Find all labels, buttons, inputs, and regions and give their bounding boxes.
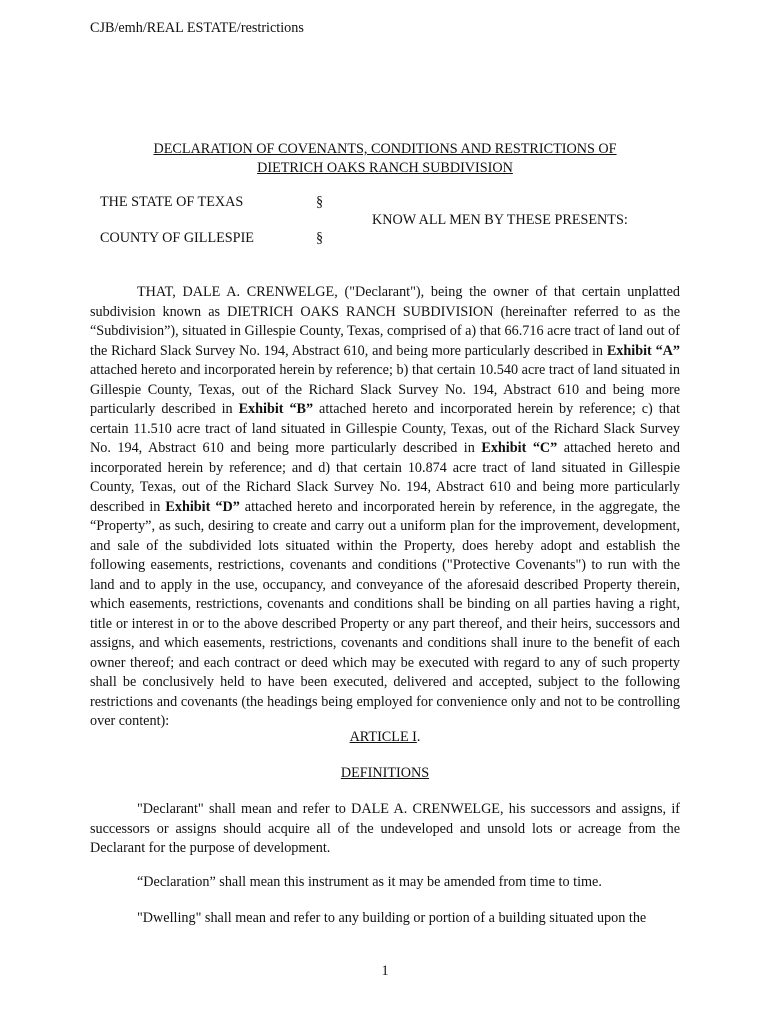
exhibit-a-reference: Exhibit “A” bbox=[606, 342, 680, 359]
exhibit-b-reference: Exhibit “B” bbox=[238, 401, 314, 417]
section-mark-state: § bbox=[316, 194, 324, 210]
section-mark-county: § bbox=[316, 230, 324, 246]
page-number: 1 bbox=[381, 963, 389, 979]
definitions-heading: DEFINITIONS bbox=[340, 765, 430, 781]
recital-text-2: attached hereto and incorporated herein by reference; b) that certain 10.540 acre tract of land situated in Gillespie County, Texas, out of the Richard Slack Survey No. 194, Abstract 610 and being more particularly described in bbox=[90, 362, 680, 417]
title-line-1: DECLARATION OF COVENANTS, CONDITIONS AND RESTRICTIONS OF bbox=[153, 141, 617, 157]
file-reference: CJB/emh/REAL ESTATE/restrictions bbox=[90, 20, 304, 36]
title-line-2: DIETRICH OAKS RANCH SUBDIVISION bbox=[257, 160, 513, 176]
article-heading-period: . bbox=[416, 729, 421, 745]
definition-dwelling: "Dwelling" shall mean and refer to any building or portion of a building situated upon the bbox=[137, 910, 647, 926]
document-title bbox=[90, 140, 680, 178]
article-heading-text: ARTICLE I bbox=[349, 729, 417, 745]
recital-text-5: attached hereto and incorporated herein by reference, in the aggregate, the “Property”, as such, desiring to create and carry out a uniform plan for the improvement, development, and sale of the subdivided lots situated within the Property, does hereby adopt and establish the following easements, restrictions, covenants and conditions ("Protective Covenants") to run with the land and to apply in the use, occupancy, and conveyance of the aforesaid described Property therein, which easements, restrictions, covenants and conditions shall be binding on all parties having a right, title or interest in or to the above described Property or any part thereof, and their heirs, successors and assigns, and which easements, restrictions, covenants and conditions shall inure to the benefit of each owner thereof; and each contract or deed which may be executed with regard to any of such property shall be conclusively held to have been executed, delivered and accepted, subject to the following restrictions and covenants (the headings being employed for convenience only and not to be controlling over content): bbox=[90, 498, 680, 729]
article-heading bbox=[0, 729, 770, 746]
definition-declarant: "Declarant" shall mean and refer to DALE A. CRENWELGE, his successors and assigns, if successors or assigns should acquire all of the undeveloped and unsold lots or acreage from the Declarant for the purpose of development. bbox=[90, 801, 680, 856]
recital-text-3: attached hereto and incorporated herein by reference; c) that certain 11.510 acre tract of land situated in Gillespie County, Texas, out of the Richard Slack Survey No. 194, Abstract 610 and being more particularly described in bbox=[90, 401, 680, 456]
state-caption: THE STATE OF TEXAS bbox=[100, 194, 244, 210]
recital-text-1: THAT, DALE A. CRENWELGE, ("Declarant"), being the owner of that certain unplatted subdivision known as DIETRICH OAKS RANCH SUBDIVISION (hereinafter referred to as the “Subdivision”), situated in Gillespie County, Texas, comprised of a) that 66.716 acre tract of land out of the Richard Slack Survey No. 194, Abstract 610, and being more particularly described in bbox=[90, 284, 680, 359]
recital-paragraph bbox=[90, 283, 680, 732]
know-all-men: KNOW ALL MEN BY THESE PRESENTS: bbox=[372, 212, 628, 228]
exhibit-d-reference: Exhibit “D” bbox=[165, 498, 240, 515]
county-caption: COUNTY OF GILLESPIE bbox=[100, 230, 254, 246]
definition-declaration: “Declaration” shall mean this instrument as it may be amended from time to time. bbox=[137, 874, 602, 890]
exhibit-c-reference: Exhibit “C” bbox=[481, 440, 558, 456]
recital-text-4: attached hereto and incorporated herein by reference; and d) that certain 10.874 acre tract of land situated in Gillespie County, Texas, out of the Richard Slack Survey No. 194, Abstract 610 and being more particularly described in bbox=[90, 440, 680, 515]
